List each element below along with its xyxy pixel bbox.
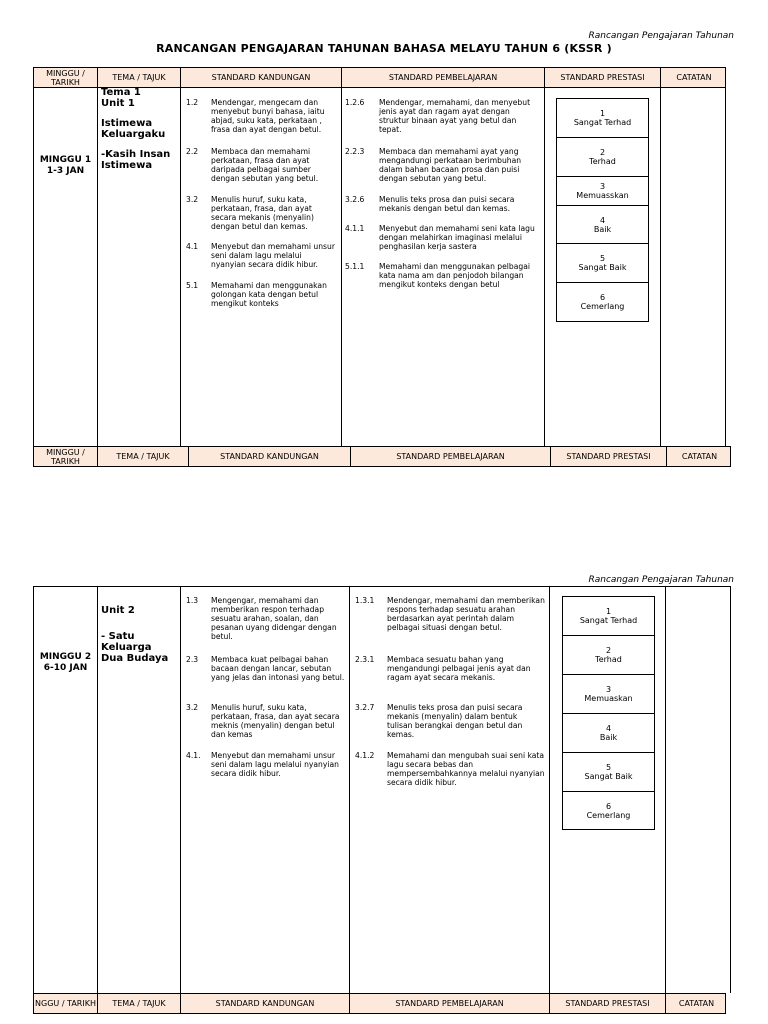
item-number: 4.1. xyxy=(186,751,201,760)
item-text: Memahami dan menggunakan pelbagai kata nama am dan penjodoh bilangan mengikut konteks dengan betul xyxy=(379,262,530,289)
page1-title: RANCANGAN PENGAJARAN TAHUNAN BAHASA MELAYU TAHUN 6 (KSSR ) xyxy=(156,42,612,55)
theme-line: Tema 1 xyxy=(101,87,141,98)
item-text: Mendengar, memahami dan memberikan respons terhadap sesuatu arahan berdasarkan ayat perintah dalam pelbagai situasi dengan betul. xyxy=(387,596,545,632)
item-number: 1.2 xyxy=(186,98,199,107)
prestasi-level xyxy=(557,206,648,244)
item-text: Membaca kuat pelbagai bahan bacaan dengan lancar, sebutan yang jelas dan intonasi yang betul. xyxy=(211,655,345,682)
prestasi-level xyxy=(563,675,654,714)
item-text: Mengengar, memahami dan memberikan respon terhadap sesuatu arahan, soalan, dan pesanan uyang didengar dengan betul. xyxy=(211,596,337,641)
col-tema: TEMA / TAJUK xyxy=(98,68,181,87)
theme-line: Unit 1 xyxy=(101,98,135,109)
level-number: 2 xyxy=(605,646,612,655)
item-text: Membaca dan memahami perkataan, frasa dan ayat daripada pelbagai sumber dengan sebutan yang betul. xyxy=(211,147,319,183)
item-number: 5.1 xyxy=(186,281,199,290)
col-pembelajaran: STANDARD PEMBELAJARAN xyxy=(342,68,545,87)
week-dates: 1-3 JAN xyxy=(46,166,85,176)
page1-theme xyxy=(101,87,179,171)
page2-border-top xyxy=(33,586,731,587)
level-number: 6 xyxy=(605,801,612,811)
col-catatan: CATATAN xyxy=(676,73,712,82)
page1-footer-row xyxy=(33,446,731,467)
page1-divider xyxy=(341,88,342,446)
level-label: Sangat Baik xyxy=(584,772,633,781)
week-dates: 6-10 JAN xyxy=(43,663,88,673)
col-minggu: MINGGU / TARIKH xyxy=(34,68,98,87)
item-text: Memahami dan menggunakan golongan kata dengan betul mengikut konteks xyxy=(211,281,327,308)
level-number: 5 xyxy=(599,254,606,263)
item-text: Memahami dan mengubah suai seni kata lagu secara bebas dan mempersembahkannya melalui nyanyian secara didik hibur. xyxy=(387,751,545,787)
col-catatan: CATATAN xyxy=(678,999,715,1008)
level-label: Terhad xyxy=(595,655,622,664)
item-number: 4.1.1 xyxy=(345,224,365,233)
item-number: 1.2.6 xyxy=(345,98,365,107)
level-label: Sangat Terhad xyxy=(579,616,638,625)
item-number: 4.1.2 xyxy=(355,751,375,760)
page1-border-left xyxy=(33,88,34,446)
page1-divider xyxy=(97,88,98,446)
prestasi-level xyxy=(563,636,654,675)
theme-line: Unit 2 xyxy=(101,605,135,616)
item-text: Menulis huruf, suku kata, perkataan, frasa, dan ayat secara meknis (menyalin) dengan betul dan kemas xyxy=(211,703,340,739)
level-number: 4 xyxy=(605,724,612,733)
page1-week xyxy=(34,155,97,177)
level-label: Baik xyxy=(599,733,618,742)
level-label: Cemerlang xyxy=(586,810,631,820)
item-number: 5.1.1 xyxy=(345,262,365,271)
col-kandungan: STANDARD KANDUNGAN xyxy=(189,447,351,466)
item-text: Menyebut dan memahami unsur seni dalam lagu melalui nyanyian secara didik hibur. xyxy=(211,751,339,778)
col-minggu: NGGU / TARIKH xyxy=(34,994,98,1013)
item-number: 2.2.3 xyxy=(345,147,365,156)
item-number: 3.2.6 xyxy=(345,195,365,204)
page2-header-right: Rancangan Pengajaran Tahunan xyxy=(588,575,734,585)
level-label: Cemerlang xyxy=(580,302,625,311)
page1-divider xyxy=(180,88,181,446)
level-number: 6 xyxy=(599,293,606,302)
item-text: Menyebut dan memahami unsur seni dalam lagu melalui nyanyian secara didik hibur. xyxy=(211,242,335,269)
level-number: 3 xyxy=(599,182,606,191)
col-prestasi: STANDARD PRESTASI xyxy=(545,68,661,87)
prestasi-level xyxy=(563,792,654,829)
prestasi-level xyxy=(563,714,654,753)
col-minggu: MINGGU / TARIKH xyxy=(34,447,98,466)
prestasi-level xyxy=(557,138,648,177)
week-label: MINGGU 1 xyxy=(39,155,92,165)
week-label: MINGGU 2 xyxy=(39,652,92,662)
col-pembelajaran: STANDARD PEMBELAJARAN xyxy=(351,447,551,466)
col-catatan: CATATAN xyxy=(681,452,718,461)
item-text: Mendengar, memahami, dan menyebut jenis ayat dan ragam ayat dengan struktur binaan ayat yang betul dan tepat. xyxy=(379,98,531,134)
item-number: 3.2 xyxy=(186,195,199,204)
item-number: 2.3.1 xyxy=(355,655,375,664)
item-number: 1.3.1 xyxy=(355,596,375,605)
prestasi-level xyxy=(557,283,648,321)
col-tema: TEMA / TAJUK xyxy=(98,994,181,1013)
col-prestasi: STANDARD PRESTASI xyxy=(550,994,666,1013)
page2-prestasi-box xyxy=(562,596,655,830)
page2-footer-row xyxy=(33,993,726,1014)
page2-divider xyxy=(349,586,350,993)
item-number: 3.2.7 xyxy=(355,703,375,712)
page2-divider xyxy=(180,586,181,993)
prestasi-level xyxy=(557,99,648,138)
page1-border-right xyxy=(725,88,726,446)
item-text: Menulis teks prosa dan puisi secara mekanis dengan betul dan kemas. xyxy=(379,195,515,213)
prestasi-level xyxy=(563,753,654,792)
level-label: Sangat Baik xyxy=(578,263,627,272)
item-number: 4.1 xyxy=(186,242,199,251)
prestasi-level xyxy=(557,177,648,206)
item-number: 1.3 xyxy=(186,596,199,605)
level-number: 2 xyxy=(599,148,606,157)
prestasi-level xyxy=(563,597,654,636)
item-text: Membaca dan memahami ayat yang mengandungi perkataan berimbuhan dalam bahan bacaan prosa dan puisi dengan sebutan yang betul. xyxy=(379,147,522,183)
item-number: 2.2 xyxy=(186,147,199,156)
level-label: Terhad xyxy=(589,157,616,166)
item-text: Menyebut dan memahami seni kata lagu dengan melahirkan imaginasi melalui penghasilan kerja sastera xyxy=(379,224,535,251)
level-number: 4 xyxy=(599,215,606,225)
page2-border-right xyxy=(730,586,731,993)
item-text: Membaca sesuatu bahan yang mengandungi pelbagai jenis ayat dan ragam ayat secara mekanis. xyxy=(387,655,531,682)
prestasi-level xyxy=(557,244,648,283)
col-kandungan: STANDARD KANDUNGAN xyxy=(181,68,342,87)
theme-line: Istimewa Keluargaku xyxy=(101,118,166,140)
page1-prestasi-box xyxy=(556,98,649,322)
level-label: Memuasskan xyxy=(576,191,629,200)
level-number: 1 xyxy=(605,607,612,616)
item-number: 3.2 xyxy=(186,703,199,712)
page2-week xyxy=(34,652,97,674)
page1-header-row xyxy=(33,67,726,88)
page2-divider xyxy=(665,586,666,993)
page2-divider xyxy=(97,586,98,993)
col-tema: TEMA / TAJUK xyxy=(98,447,189,466)
level-number: 1 xyxy=(599,109,606,118)
col-prestasi: STANDARD PRESTASI xyxy=(551,447,667,466)
level-number: 5 xyxy=(605,763,612,772)
page1-divider xyxy=(544,88,545,446)
page2-theme xyxy=(101,605,177,664)
theme-line: -Kasih Insan Istimewa xyxy=(101,149,171,171)
theme-line: - Satu Keluarga Dua Budaya xyxy=(101,631,169,664)
page1-divider xyxy=(660,88,661,446)
item-text: Menulis teks prosa dan puisi secara mekanis (menyalin) dalam bentuk tulisan berangkai dengan betul dan kemas. xyxy=(387,703,523,739)
level-label: Memuaskan xyxy=(584,694,633,703)
col-pembelajaran: STANDARD PEMBELAJARAN xyxy=(350,994,550,1013)
item-text: Menulis huruf, suku kata, perkataan, frasa, dan ayat secara mekanis (menyalin) dengan betul dan kemas. xyxy=(211,195,314,231)
level-number: 3 xyxy=(605,685,612,694)
col-kandungan: STANDARD KANDUNGAN xyxy=(181,994,350,1013)
item-number: 2.3 xyxy=(186,655,199,664)
level-label: Sangat Terhad xyxy=(573,118,632,127)
page2-border-left xyxy=(33,586,34,993)
item-text: Mendengar, mengecam dan menyebut bunyi bahasa, iaitu abjad, suku kata, perkataan , frasa dan ayat dengan betul. xyxy=(211,98,325,134)
page1-header-right: Rancangan Pengajaran Tahunan xyxy=(588,31,734,41)
level-label: Baik xyxy=(593,224,612,234)
page2-divider xyxy=(549,586,550,993)
